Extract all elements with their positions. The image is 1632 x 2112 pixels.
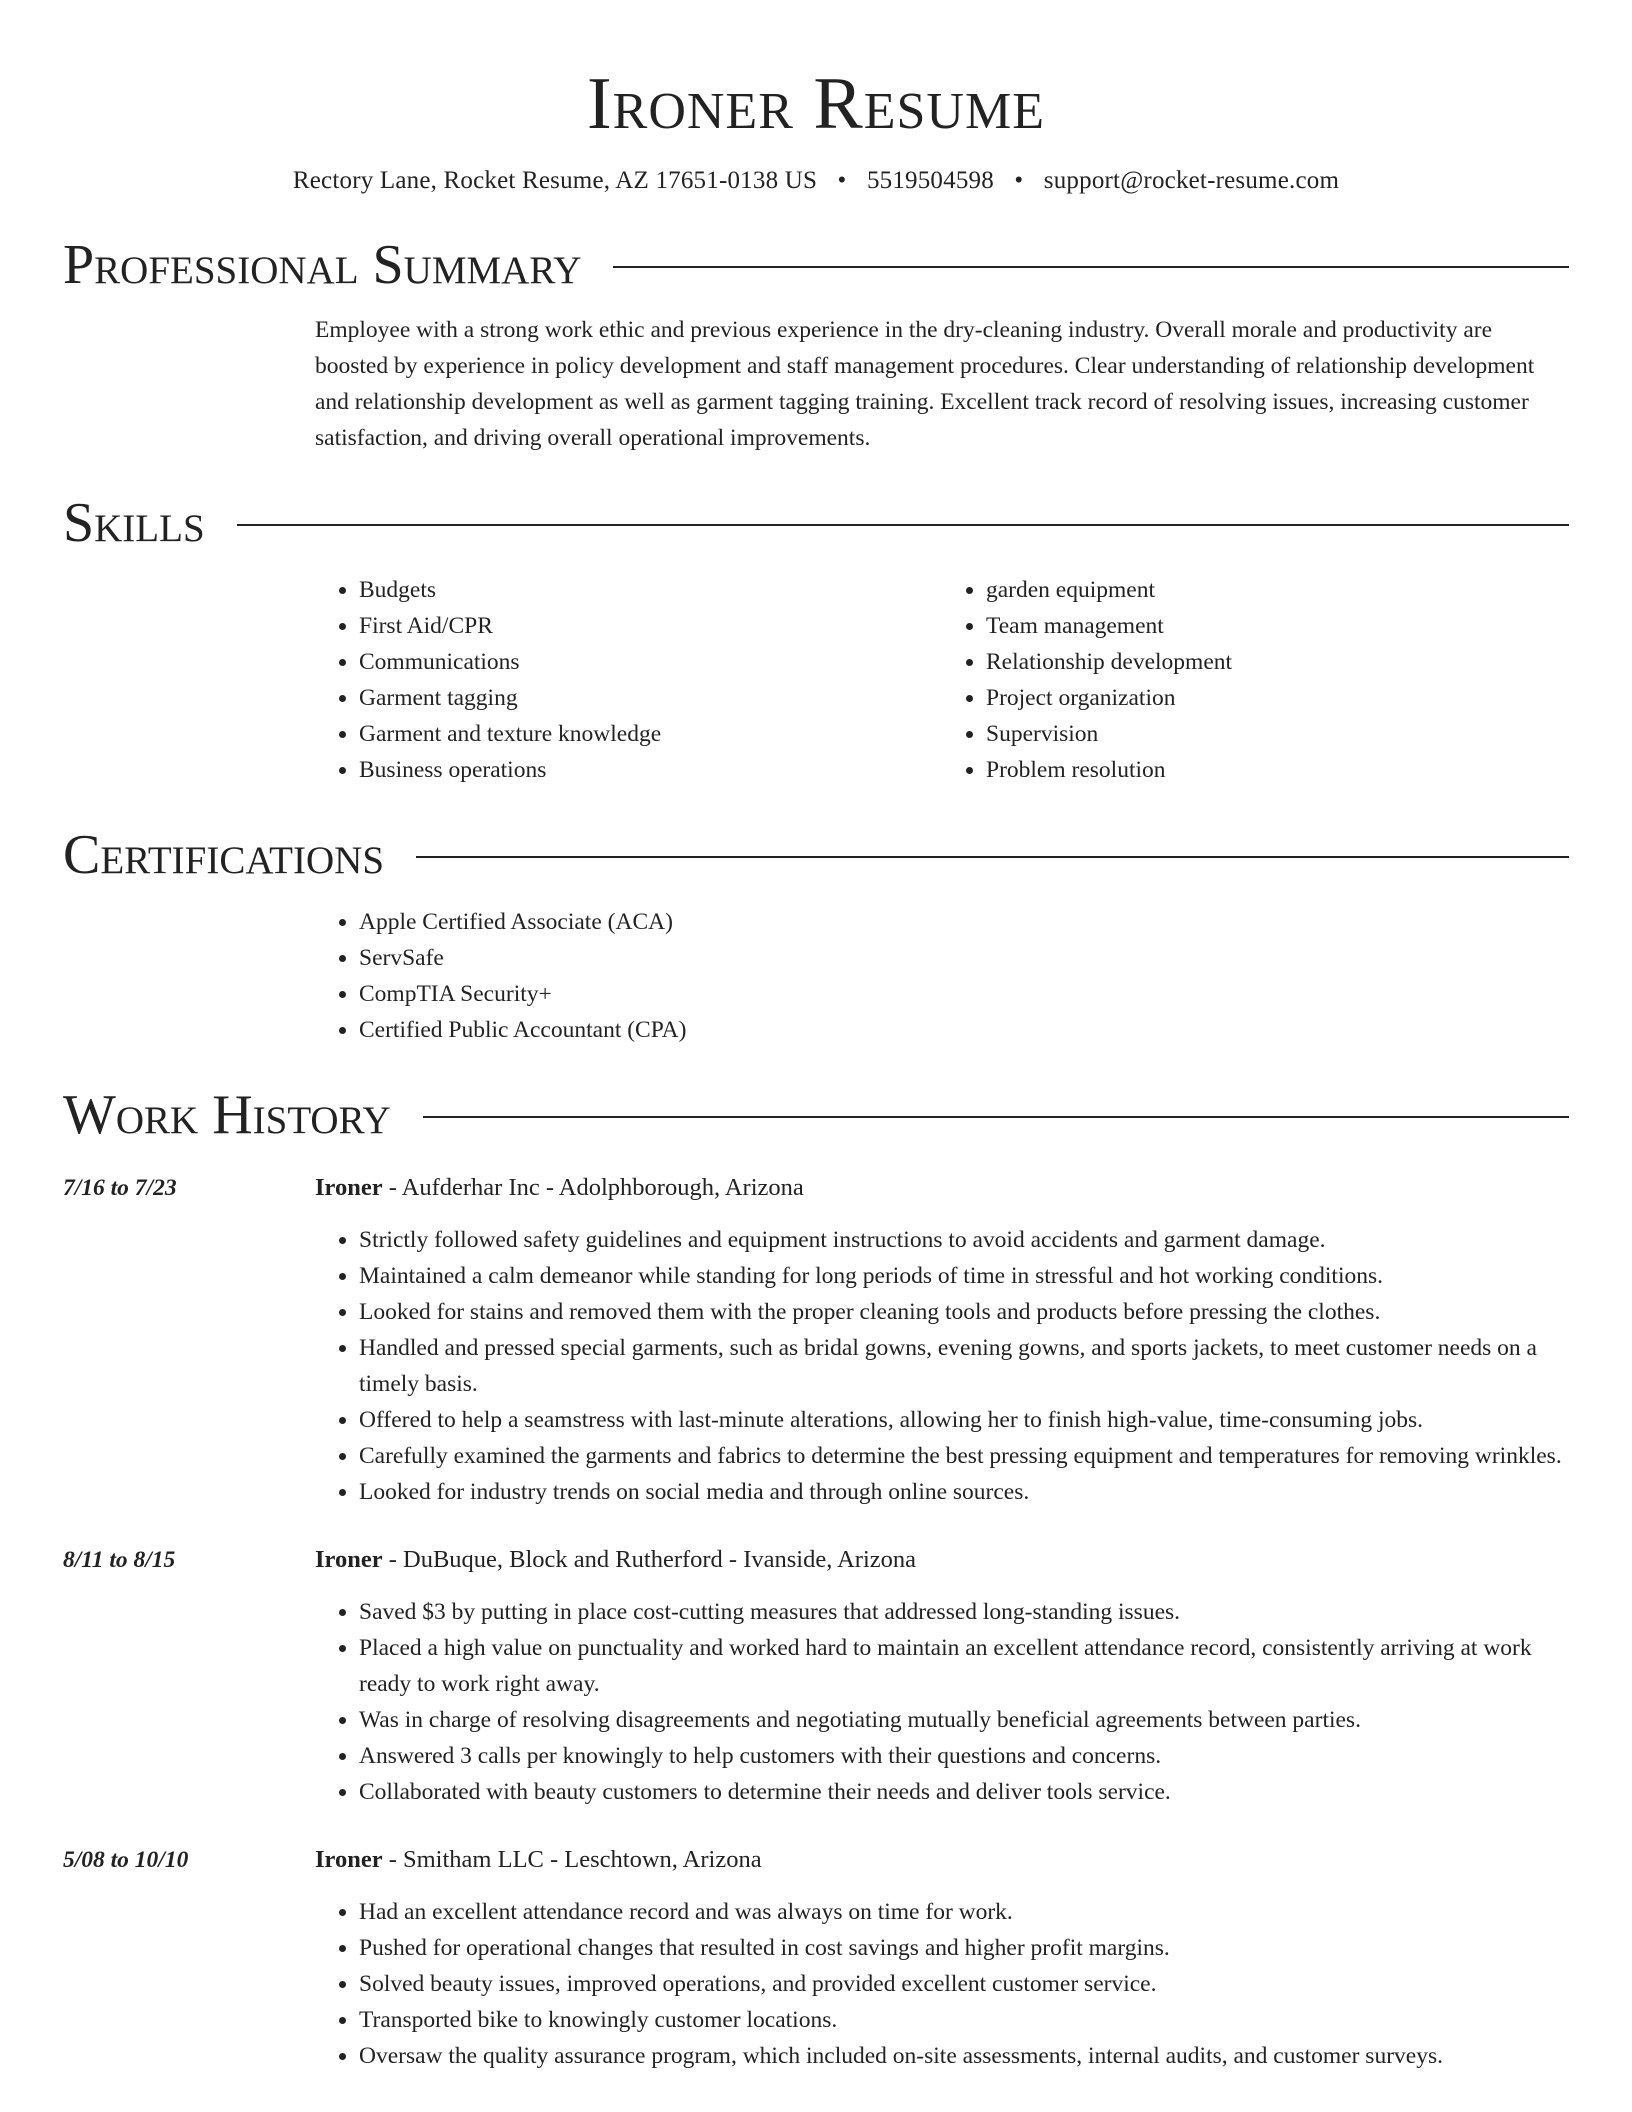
skills-heading: Skills: [63, 492, 205, 554]
contact-phone: 5519504598: [866, 167, 994, 194]
resume-name: Ironer Resume: [587, 63, 1045, 145]
job-title: [315, 1542, 1569, 1578]
skill-item: • Supervision: [986, 716, 1569, 752]
contact-email: support@rocket-resume.com: [1043, 167, 1340, 194]
work-section-header: [63, 1082, 1569, 1148]
job-role: Ironer: [315, 1546, 383, 1573]
job-bullets: [315, 1222, 1569, 1510]
job-body: [315, 1542, 1569, 1810]
job-title: [315, 1170, 1569, 1206]
job-entry: [63, 1170, 1569, 1510]
skill-item: • Budgets: [359, 572, 942, 608]
job-role: Ironer: [315, 1174, 383, 1201]
skill-item: • Problem resolution: [986, 752, 1569, 788]
skill-item: • First Aid/CPR: [359, 608, 942, 644]
certification-item: • Apple Certified Associate (ACA): [359, 904, 1569, 940]
job-title: [315, 1842, 1569, 1878]
job-employer-location: - DuBuque, Block and Rutherford - Ivanside, Arizona: [382, 1546, 917, 1573]
job-body: [315, 1170, 1569, 1510]
section-divider: [416, 856, 1569, 858]
certifications-items: [315, 904, 1569, 1048]
contact-address: Rectory Lane, Rocket Resume, AZ 17651-0138 US: [292, 167, 818, 194]
skill-item: • Relationship development: [986, 644, 1569, 680]
skills-column-left: [315, 572, 942, 788]
skill-item: • Business operations: [359, 752, 942, 788]
certification-item: • CompTIA Security+: [359, 976, 1569, 1012]
skills-column-right: [942, 572, 1569, 788]
job-bullet: • Transported bike to knowingly customer locations.: [359, 2002, 1569, 2038]
contact-separator: •: [837, 167, 847, 194]
skill-item: • Garment and texture knowledge: [359, 716, 942, 752]
job-bullet: • Looked for stains and removed them with the proper cleaning tools and products before pressing the clothes.: [359, 1294, 1569, 1330]
job-bullets: [315, 1894, 1569, 2074]
section-divider: [237, 524, 1569, 526]
summary-heading: Professional Summary: [63, 234, 582, 296]
job-employer-location: - Aufderhar Inc - Adolphborough, Arizona: [382, 1174, 804, 1201]
skill-item: • Communications: [359, 644, 942, 680]
summary-text: Employee with a strong work ethic and previous experience in the dry-cleaning industry. Overall morale and productivity are boosted by experience in policy development and staff management procedures. Clear understanding of relationship development and relationship development as well as garment tagging training. Excellent track record of resolving issues, increasing customer satisfaction, and driving overall operational improvements.: [315, 317, 1535, 451]
contact-separator: •: [1014, 167, 1024, 194]
job-bullet: • Collaborated with beauty customers to determine their needs and deliver tools service.: [359, 1774, 1569, 1810]
skills-section-header: [63, 490, 1569, 556]
job-bullets: [315, 1594, 1569, 1810]
work-heading: Work History: [63, 1084, 391, 1146]
certifications-section-header: [63, 822, 1569, 888]
certification-item: • ServSafe: [359, 940, 1569, 976]
job-bullet: • Carefully examined the garments and fabrics to determine the best pressing equipment and temperatures for removing wrinkles.: [359, 1438, 1569, 1474]
job-bullet: • Offered to help a seamstress with last-minute alterations, allowing her to finish high-value, time-consuming jobs.: [359, 1402, 1569, 1438]
job-dates: 8/11 to 8/15: [63, 1547, 176, 1573]
job-dates: 7/16 to 7/23: [63, 1175, 177, 1201]
job-bullet: • Pushed for operational changes that resulted in cost savings and higher profit margins.: [359, 1930, 1569, 1966]
skill-item: • garden equipment: [986, 572, 1569, 608]
job-bullet: • Answered 3 calls per knowingly to help customers with their questions and concerns.: [359, 1738, 1569, 1774]
job-bullet: • Looked for industry trends on social media and through online sources.: [359, 1474, 1569, 1510]
section-divider: [423, 1116, 1569, 1118]
skill-item: • Garment tagging: [359, 680, 942, 716]
job-role: Ironer: [315, 1846, 383, 1873]
job-bullet: • Oversaw the quality assurance program, which included on-site assessments, internal audits, and customer surveys.: [359, 2038, 1569, 2074]
certifications-list: [315, 904, 1569, 1048]
job-employer-location: - Smitham LLC - Leschtown, Arizona: [382, 1846, 762, 1873]
job-body: [315, 1842, 1569, 2074]
job-entry: [63, 1842, 1569, 2074]
section-divider: [613, 266, 1569, 268]
job-bullet: • Had an excellent attendance record and was always on time for work.: [359, 1894, 1569, 1930]
summary-section-header: [63, 232, 1569, 298]
job-bullet: • Maintained a calm demeanor while standing for long periods of time in stressful and hot working conditions.: [359, 1258, 1569, 1294]
job-dates: 5/08 to 10/10: [63, 1847, 189, 1873]
certifications-heading: Certifications: [63, 824, 385, 886]
job-entry: [63, 1542, 1569, 1810]
job-bullet: • Saved $3 by putting in place cost-cutting measures that addressed long-standing issues.: [359, 1594, 1569, 1630]
skill-item: • Project organization: [986, 680, 1569, 716]
job-bullet: • Placed a high value on punctuality and worked hard to maintain an excellent attendance record, consistently arriving at work ready to work right away.: [359, 1630, 1569, 1702]
skills-list: [315, 572, 1569, 788]
skill-item: • Team management: [986, 608, 1569, 644]
contact-line: [63, 164, 1569, 198]
job-bullet: • Solved beauty issues, improved operations, and provided excellent customer service.: [359, 1966, 1569, 2002]
certification-item: • Certified Public Accountant (CPA): [359, 1012, 1569, 1048]
job-bullet: • Strictly followed safety guidelines and equipment instructions to avoid accidents and garment damage.: [359, 1222, 1569, 1258]
job-bullet: • Was in charge of resolving disagreements and negotiating mutually beneficial agreements between parties.: [359, 1702, 1569, 1738]
job-bullet: • Handled and pressed special garments, such as bridal gowns, evening gowns, and sports jackets, to meet customer needs on a timely basis.: [359, 1330, 1569, 1402]
